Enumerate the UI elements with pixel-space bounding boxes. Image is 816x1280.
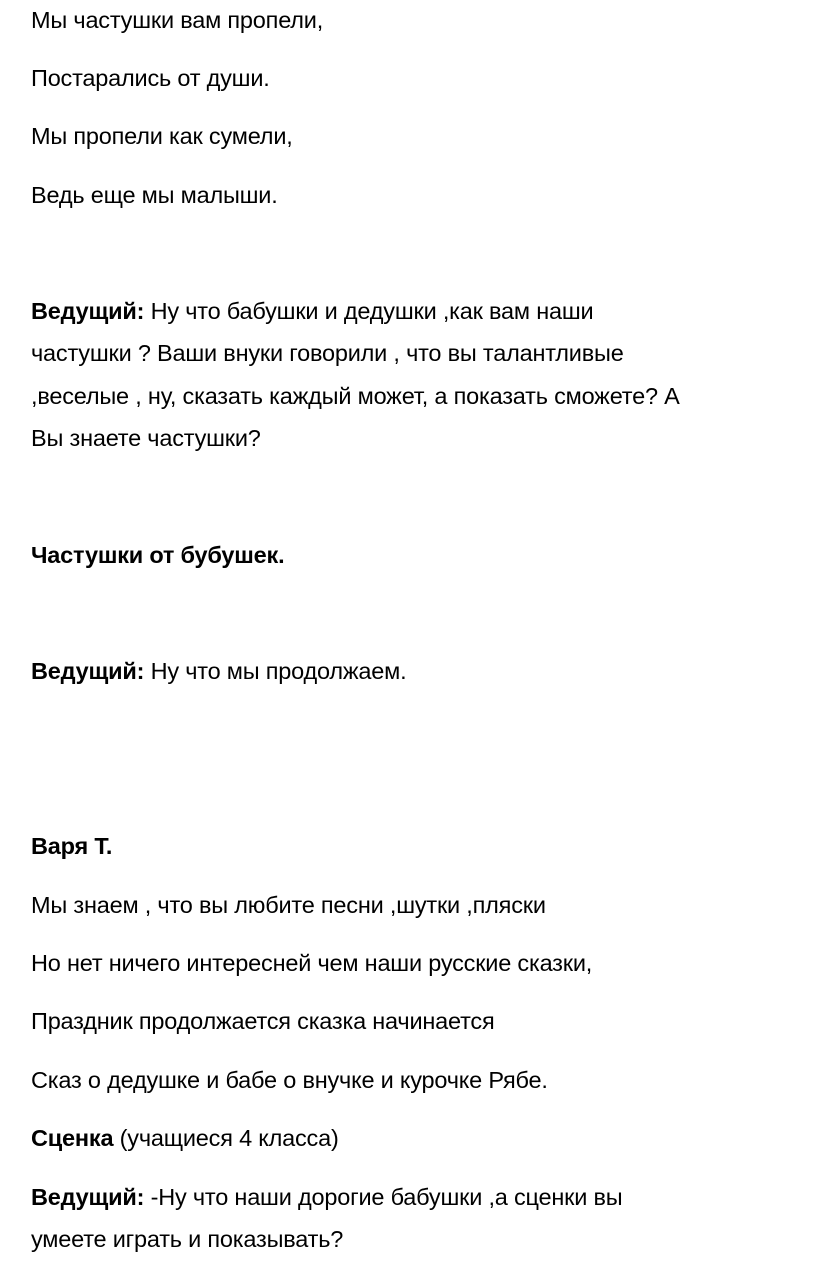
- scene-line: [31, 1124, 811, 1152]
- host-paragraph-1-line-3: ,веселые , ну, сказать каждый может, а показать сможете? А: [31, 383, 680, 409]
- scene-note: (учащиеся 4 класса): [113, 1125, 339, 1151]
- host-paragraph-3-line-1: [31, 1183, 811, 1211]
- verse-line-4: Ведь еще мы малыши.: [31, 182, 278, 208]
- speaker-label: Ведущий:: [31, 1184, 145, 1210]
- verse-line-3: Мы пропели как сумели,: [31, 123, 293, 149]
- speaker-label: Ведущий:: [31, 658, 145, 684]
- host-paragraph-3-line-2: умеете играть и показывать?: [31, 1226, 344, 1252]
- varya-line-4: Сказ о дедушке и бабе о внучке и курочке Рябе.: [31, 1067, 548, 1093]
- host-paragraph-1-line-2: частушки ? Ваши внуки говорили , что вы талантливые: [31, 340, 624, 366]
- host-text: -Ну что наши дорогие бабушки ,а сценки вы: [144, 1184, 623, 1210]
- host-paragraph-1-line-1: [31, 297, 811, 325]
- varya-line-3: Праздник продолжается сказка начинается: [31, 1008, 495, 1034]
- verse-line-2: Постарались от души.: [31, 65, 270, 91]
- speaker-name-varya: Варя Т.: [31, 833, 113, 859]
- host-text: Ну что бабушки и дедушки ,как вам наши: [144, 298, 594, 324]
- speaker-label: Ведущий:: [31, 298, 145, 324]
- verse-line-1: Мы частушки вам пропели,: [31, 7, 324, 33]
- varya-line-1: Мы знаем , что вы любите песни ,шутки ,пляски: [31, 892, 546, 918]
- host-text: Ну что мы продолжаем.: [144, 658, 407, 684]
- host-paragraph-1-line-4: Вы знаете частушки?: [31, 425, 261, 451]
- scene-label: Сценка: [31, 1125, 114, 1151]
- grandmas-heading: Частушки от бубушек.: [31, 542, 285, 568]
- host-paragraph-2: [31, 657, 811, 685]
- varya-line-2: Но нет ничего интересней чем наши русские сказки,: [31, 950, 593, 976]
